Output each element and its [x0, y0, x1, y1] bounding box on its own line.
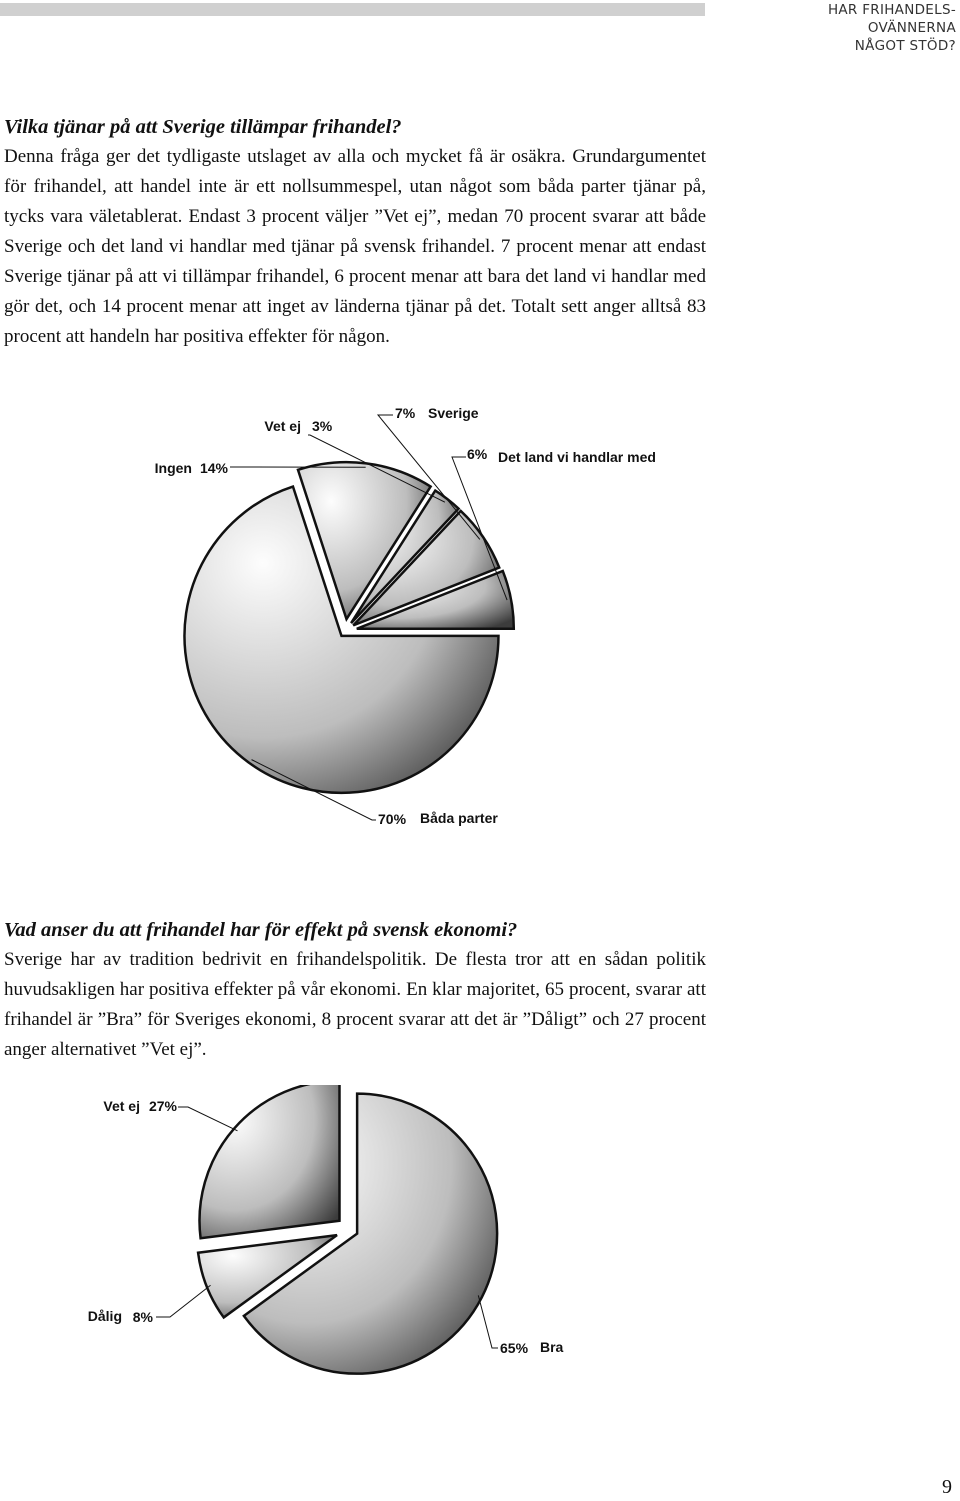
slice-label-sverige: Sverige	[428, 405, 479, 421]
leader-line-bra	[478, 1295, 498, 1348]
slice-label-vet-ej: Vet ej	[103, 1098, 140, 1114]
slice-label-bra: Bra	[540, 1339, 564, 1355]
slice-percent-vet-ej: 27%	[148, 1098, 177, 1114]
leader-line-vet-ej	[178, 1107, 237, 1131]
slice-percent-dalig: 8%	[132, 1309, 153, 1325]
section-1	[4, 112, 706, 352]
page-number: 9	[942, 1476, 952, 1498]
question-heading-2: Vad anser du att frihandel har för effekt på svensk ekonomi?	[4, 919, 518, 941]
slice-percent-vet-ej: 3%	[312, 418, 333, 434]
slice-label-vet-ej: Vet ej	[264, 418, 301, 434]
section-2	[4, 915, 706, 1065]
slice-percent-sverige: 7%	[395, 405, 416, 421]
question-heading-1: Vilka tjänar på att Sverige tillämpar frihandel?	[4, 116, 402, 138]
slice-percent-bada-parter: 70%	[378, 811, 407, 827]
slice-percent-det-land-vi-handlar-med: 6%	[467, 446, 488, 462]
pie-chart-2-svg	[0, 1085, 720, 1415]
running-head-line-1: HAR FRIHANDELS-	[827, 2, 956, 18]
pie-chart-1-svg	[0, 395, 720, 845]
pie-slice-vet-ej	[199, 1085, 339, 1238]
pie-chart-1	[0, 395, 720, 850]
running-head-line-3: NÅGOT STÖD?	[854, 38, 956, 54]
slice-percent-bra: 65%	[500, 1340, 529, 1356]
running-head	[756, 1, 956, 55]
header-bar	[0, 3, 705, 16]
running-head-line-2: OVÄNNERNA	[867, 20, 956, 36]
leader-line-dalig	[156, 1285, 211, 1317]
slice-label-det-land-vi-handlar-med: Det land vi handlar med	[498, 449, 656, 465]
pie-chart-2	[0, 1085, 720, 1420]
slice-percent-ingen: 14%	[199, 460, 228, 476]
slice-label-bada-parter: Båda parter	[420, 810, 498, 826]
body-paragraph-2: Sverige har av tradition bedrivit en frihandelspolitik. De flesta tror att en sådan politik huvudsakligen har positiva effekter på vår ekonomi. En klar majoritet, 65 procent, svarar att frihandel är ”Bra” för Sveriges ekonomi, 8 procent svarar att det är ”Dåligt” och 27 procent anger alternativet ”Vet ej”.	[4, 949, 706, 1060]
slice-label-dalig: Dålig	[87, 1308, 122, 1324]
slice-label-ingen: Ingen	[154, 460, 192, 476]
body-paragraph-1: Denna fråga ger det tydligaste utslaget av alla och mycket få är osäkra. Grundargumentet för frihandel, att handel inte är ett nollsummespel, utan något som båda parter tjänar på, tycks vara väletablerat. Endast 3 procent väljer ”Vet ej”, medan 70 procent svarar att både Sverige och det land vi handlar med tjänar på svensk frihandel. 7 procent menar att endast Sverige tjänar på att vi tillämpar frihandel, 6 procent menar att bara det land vi handlar med gör det, och 14 procent menar att inget av länderna tjänar på det. Totalt sett anger alltså 83 procent att handeln har positiva effekter för någon.	[4, 146, 706, 347]
